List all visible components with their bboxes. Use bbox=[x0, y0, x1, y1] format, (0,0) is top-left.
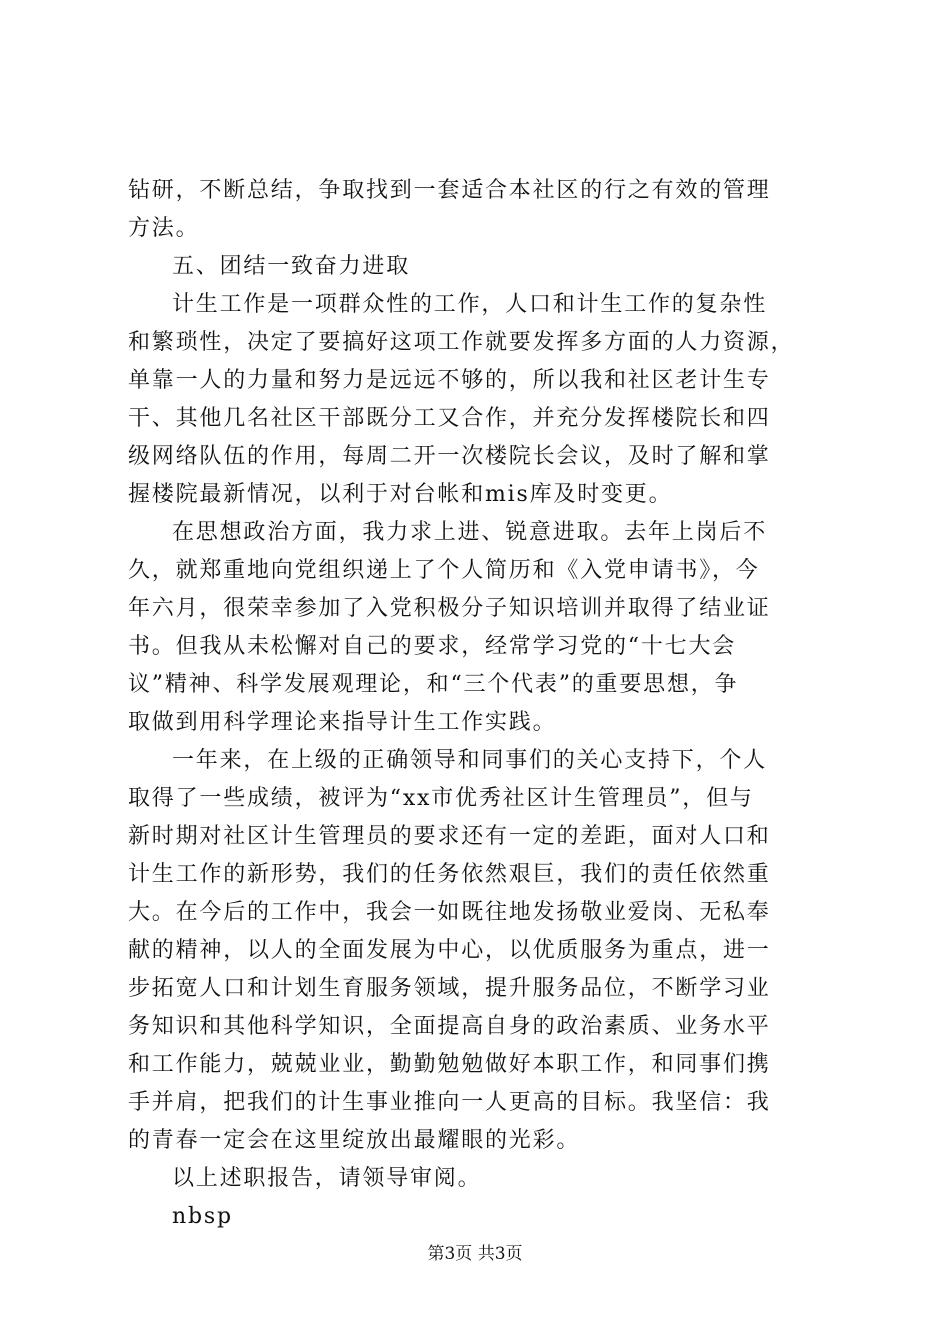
text-line: 方法。 bbox=[128, 216, 200, 241]
trailing-text: nbsp bbox=[172, 1204, 233, 1229]
paragraph-start: 在思想政治方面，我力求上进、锐意进取。去年上岗后不 bbox=[172, 520, 768, 545]
text-line: 干、其他几名社区干部既分工又合作，并充分发挥楼院长和四 bbox=[128, 406, 771, 431]
text-line: 单靠一人的力量和努力是远远不够的，所以我和社区老计生专 bbox=[128, 368, 771, 393]
text-line: 握楼院最新情况，以利于对台帐和mis库及时变更。 bbox=[128, 482, 673, 507]
text-line: 年六月，很荣幸参加了入党积极分子知识培训并取得了结业证 bbox=[128, 596, 771, 621]
text-line: 议”精神、科学发展观理论，和“三个代表”的重要思想，争 bbox=[128, 672, 739, 697]
text-line: 务知识和其他科学知识，全面提高自身的政治素质、业务水平 bbox=[128, 1014, 771, 1039]
text-line: 和工作能力，兢兢业业，勤勤勉勉做好本职工作，和同事们携 bbox=[128, 1052, 771, 1077]
text-line: 手并肩，把我们的计生事业推向一人更高的目标。我坚信：我 bbox=[128, 1090, 771, 1115]
closing-line: 以上述职报告，请领导审阅。 bbox=[172, 1166, 482, 1191]
text-line: 书。但我从未松懈对自己的要求，经常学习党的“十七大会 bbox=[128, 634, 737, 659]
text-line: 级网络队伍的作用，每周二开一次楼院长会议，及时了解和掌 bbox=[128, 444, 771, 469]
text-line: 取做到用科学理论来指导计生工作实践。 bbox=[128, 710, 557, 735]
text-line: 计生工作的新形势，我们的任务依然艰巨，我们的责任依然重 bbox=[128, 862, 771, 887]
page-footer: 第3页 共3页 bbox=[427, 1244, 523, 1264]
section-heading: 五、团结一致奋力进取 bbox=[172, 254, 411, 279]
paragraph-start: 计生工作是一项群众性的工作，人口和计生工作的复杂性 bbox=[172, 292, 768, 317]
text-line: 步拓宽人口和计划生育服务领域，提升服务品位，不断学习业 bbox=[128, 976, 771, 1001]
text-line: 的青春一定会在这里绽放出最耀眼的光彩。 bbox=[128, 1128, 581, 1153]
text-line: 钻研，不断总结，争取找到一套适合本社区的行之有效的管理 bbox=[128, 178, 771, 203]
text-line: 大。在今后的工作中，我会一如既往地发扬敬业爱岗、无私奉 bbox=[128, 900, 771, 925]
text-line: 新时期对社区计生管理员的要求还有一定的差距，面对人口和 bbox=[128, 824, 771, 849]
text-line: 和繁琐性，决定了要搞好这项工作就要发挥多方面的人力资源， bbox=[128, 330, 795, 355]
text-line: 献的精神，以人的全面发展为中心，以优质服务为重点，进一 bbox=[128, 938, 771, 963]
paragraph-start: 一年来，在上级的正确领导和同事们的关心支持下，个人 bbox=[172, 748, 768, 773]
text-line: 久，就郑重地向党组织递上了个人简历和《入党申请书》，今 bbox=[128, 558, 760, 583]
text-line: 取得了一些成绩，被评为“xx市优秀社区计生管理员”，但与 bbox=[128, 786, 754, 811]
body-text bbox=[128, 172, 838, 1236]
